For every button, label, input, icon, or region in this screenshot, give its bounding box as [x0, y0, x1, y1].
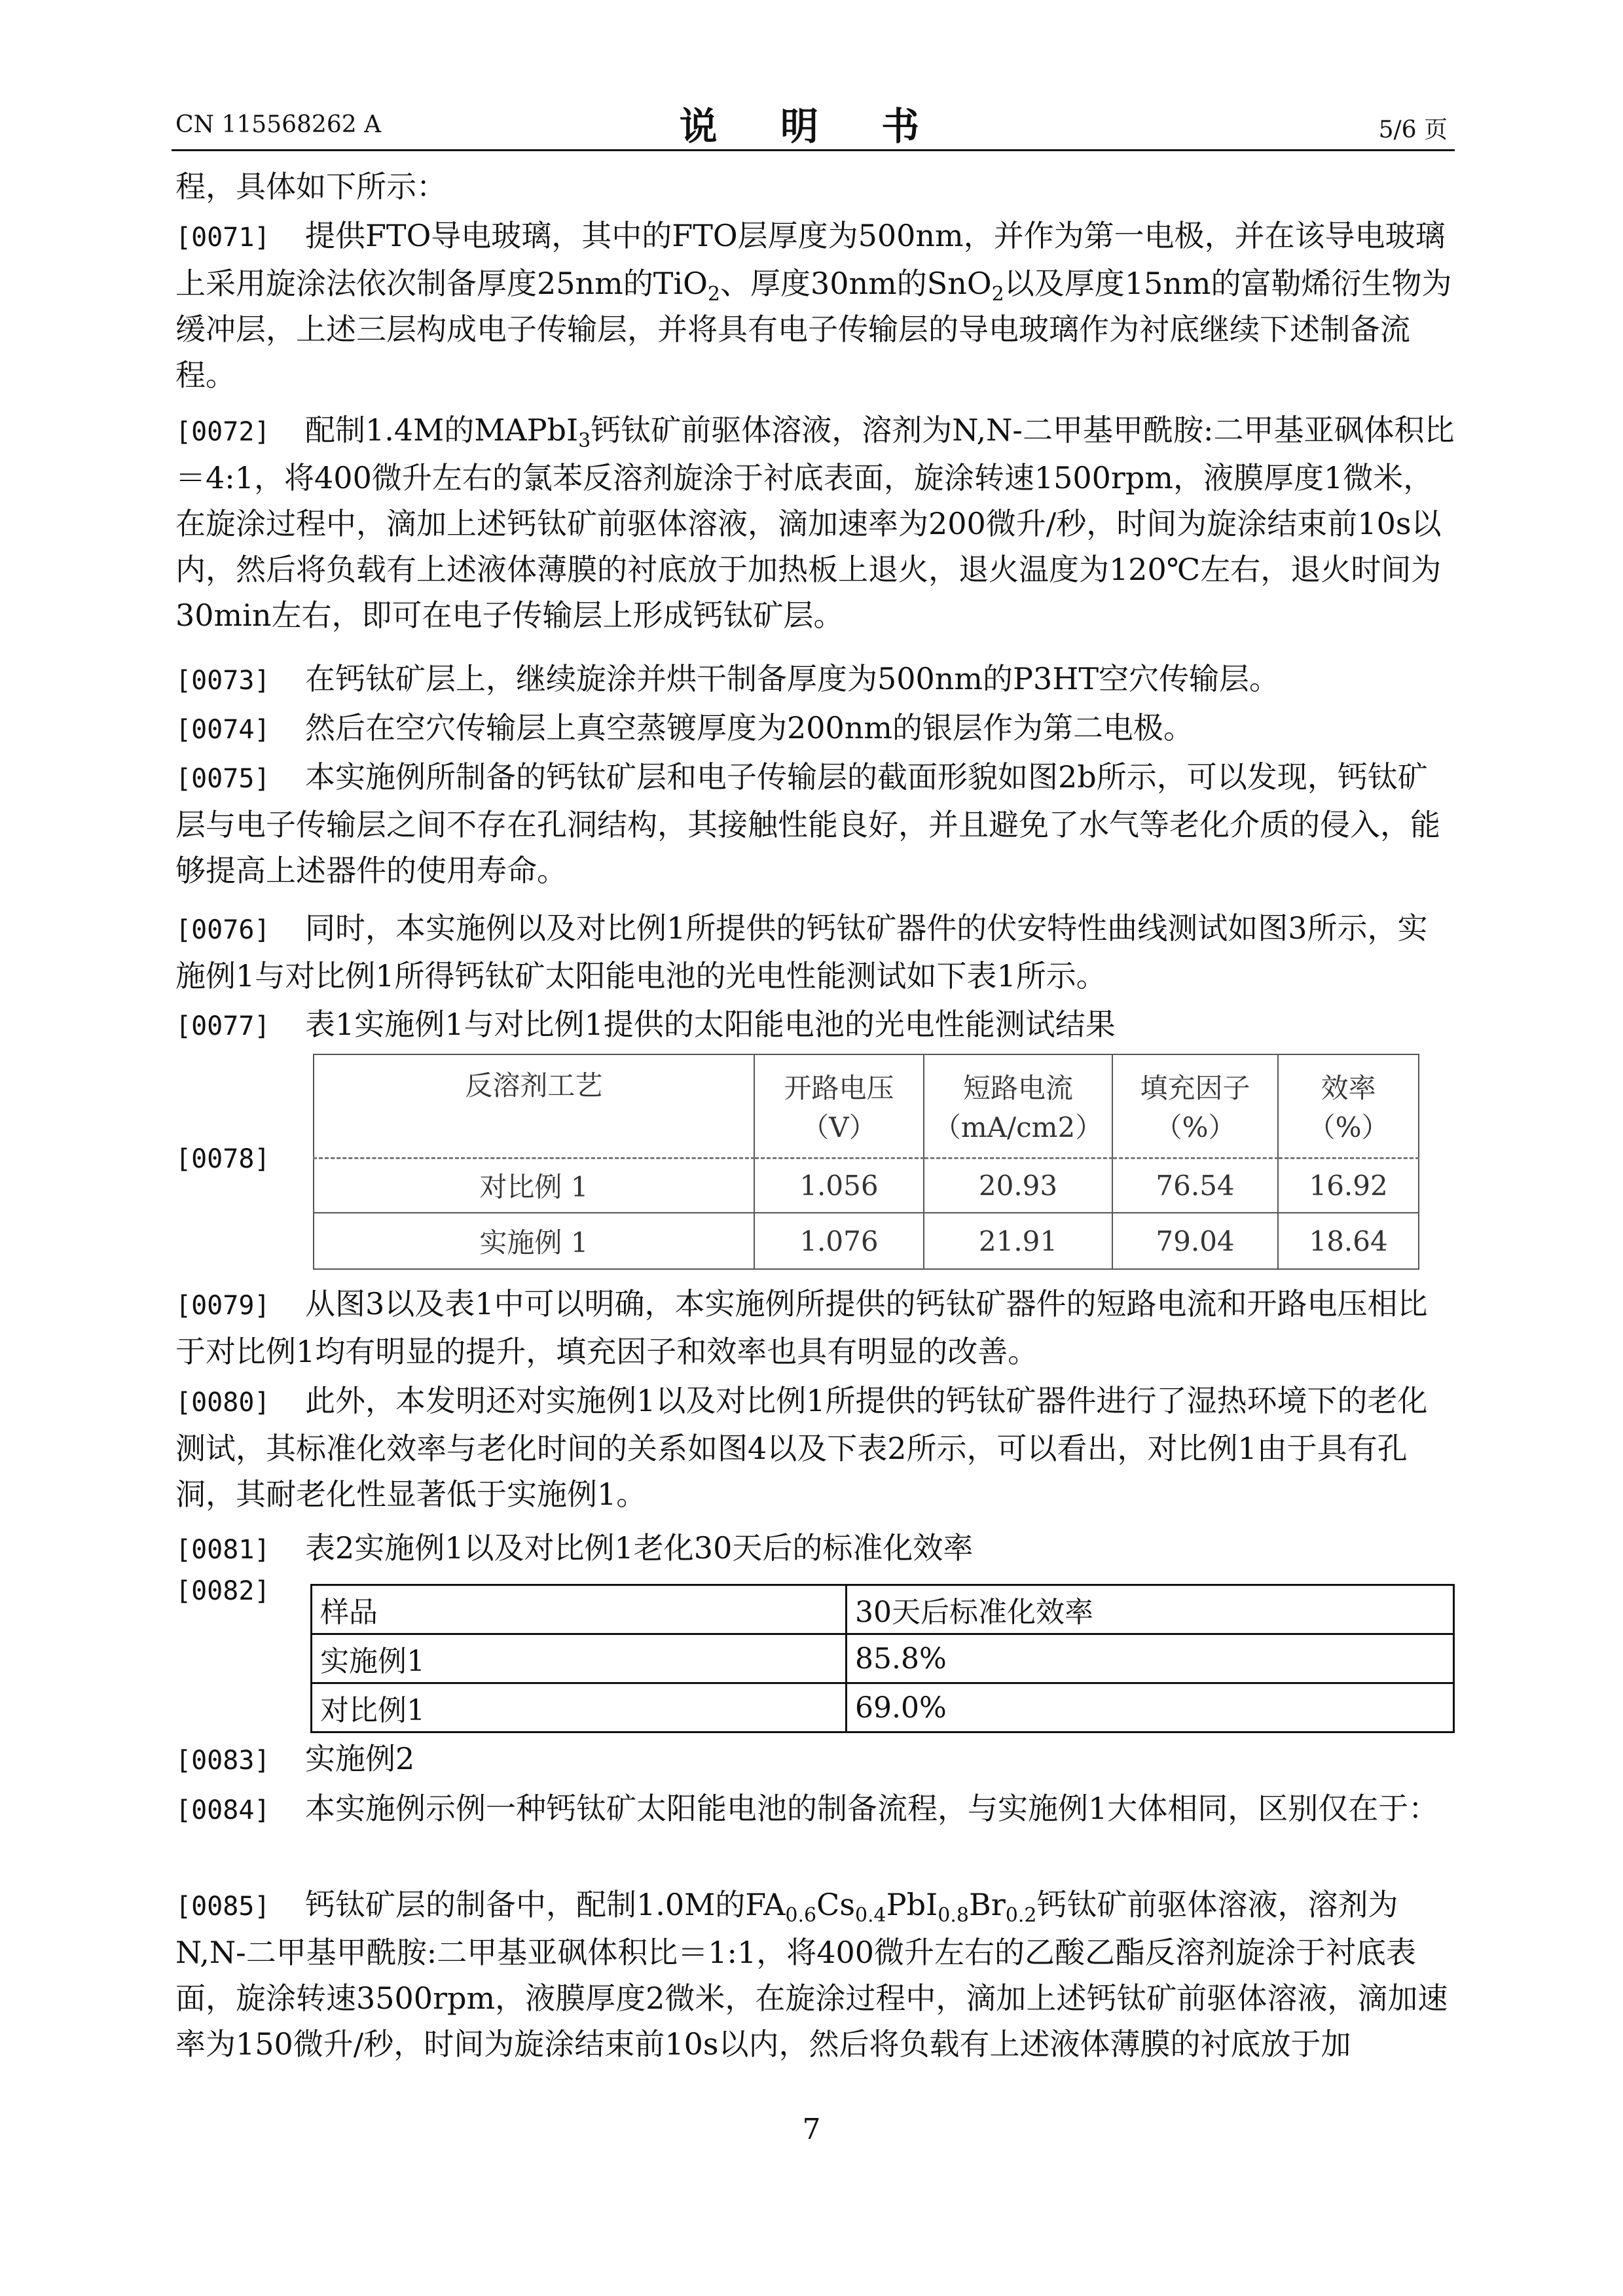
para-number: [0071]	[175, 223, 270, 253]
para-number: [0074]	[175, 715, 270, 745]
paragraph-0083: [0083] 实施例2	[175, 1736, 1455, 1784]
paragraph-0073: [0073] 在钙钛矿层上，继续旋涂并烘干制备厚度为500nm的P3HT空穴传输层。	[175, 656, 1455, 704]
para-number: [0072]	[175, 417, 270, 447]
para-number: [0084]	[175, 1795, 270, 1825]
table-cell: 79.04	[1112, 1213, 1278, 1269]
paragraph-0072: [0072] 配制1.4M的MAPbI$_3$钙钛矿前驱体溶液，溶剂为N,N-二甲基甲酰胺:二甲基亚砜体积比＝4:1，将400微升左右的氯苯反溶剂旋涂于衬底表面，旋涂转速1500rpm，液膜厚度1微米，在旋涂过程中，滴加上述钙钛矿前驱体溶液，滴加速率为200微升/秒，时间为旋涂结束前10s以内，然后将负载有上述液体薄膜的衬底放于加热板上退火，退火温度为120℃左右，退火时间为30min左右，即可在电子传输层上形成钙钛矿层。	[175, 407, 1455, 638]
paragraph-0071: [0071] 提供FTO导电玻璃，其中的FTO层厚度为500nm，并作为第一电极，并在该导电玻璃上采用旋涂法依次制备厚度25nm的TiO$_2$、厚度30nm的SnO$_2$以及厚度15nm的富勒烯衍生物为缓冲层，上述三层构成电子传输层，并将具有电子传输层的导电玻璃作为衬底继续下述制备流程。	[175, 213, 1455, 398]
table-header-cell: 效率 （%）	[1278, 1054, 1419, 1158]
para-number: [0079]	[175, 1291, 270, 1321]
para-number: [0085]	[175, 1892, 270, 1922]
header-title: 说 明 书	[679, 104, 945, 149]
para-number: [0076]	[175, 915, 270, 945]
table-header-cell: 反溶剂工艺	[314, 1054, 754, 1158]
table-cell: 69.0%	[847, 1683, 1454, 1732]
paragraph-0075: [0075] 本实施例所制备的钙钛矿层和电子传输层的截面形貌如图2b所示，可以发现，钙钛矿层与电子传输层之间不存在孔洞结构，其接触性能良好，并且避免了水气等老化介质的侵入，能够提高上述器件的使用寿命。	[175, 754, 1455, 893]
table-cell: 20.93	[924, 1158, 1112, 1213]
table-header-cell: 样品	[312, 1585, 847, 1634]
table-header-row	[312, 1585, 1454, 1634]
para-number-0082: [0082]	[175, 1576, 270, 1606]
paragraph-0080: [0080] 此外，本发明还对实施例1以及对比例1所提供的钙钛矿器件进行了湿热环境下的老化测试，其标准化效率与老化时间的关系如图4以及下表2所示，可以看出，对比例1由于具有孔洞，其耐老化性显著低于实施例1。	[175, 1378, 1455, 1517]
para-number: [0080]	[175, 1388, 270, 1418]
table-cell: 对比例1	[312, 1683, 847, 1732]
para-number-0078: [0078]	[175, 1144, 270, 1174]
table-cell: 76.54	[1112, 1158, 1278, 1213]
para-number: [0081]	[175, 1535, 270, 1565]
para-number: [0073]	[175, 666, 270, 696]
table-header-cell: 短路电流 （mA/cm2）	[924, 1054, 1112, 1158]
table-header-cell: 30天后标准化效率	[847, 1585, 1454, 1634]
table-cell: 1.076	[754, 1213, 924, 1269]
table-1	[313, 1054, 1419, 1270]
paragraph-0085: [0085] 钙钛矿层的制备中，配制1.0M的$FA_{0.6}Cs_{0.4}PbI_{0.8}Br_{0.2}$钙钛矿前驱体溶液，溶剂为N,N-二甲基甲酰胺:二甲基亚砜体积比＝1:1，将400微升左右的乙酸乙酯反溶剂旋涂于衬底表面，旋涂转速3500rpm，液膜厚度2微米，在旋涂过程中，滴加上述钙钛矿前驱体溶液，滴加速率为150微升/秒，时间为旋涂结束前10s以内，然后将负载有上述液体薄膜的衬底放于加	[175, 1882, 1455, 2067]
table-row	[314, 1213, 1419, 1269]
table-header-cell: 开路电压 （V）	[754, 1054, 924, 1158]
table-cell: 对比例 1	[314, 1158, 754, 1213]
para-number: [0077]	[175, 1011, 270, 1041]
table-cell: 18.64	[1278, 1213, 1419, 1269]
paragraph-0081: [0081] 表2实施例1以及对比例1老化30天后的标准化效率	[175, 1525, 1455, 1573]
paragraph-0079: [0079] 从图3以及表1中可以明确，本实施例所提供的钙钛矿器件的短路电流和开路电压相比于对比例1均有明显的提升，填充因子和效率也具有明显的改善。	[175, 1281, 1455, 1374]
paragraph-0084: [0084] 本实施例示例一种钙钛矿太阳能电池的制备流程，与实施例1大体相同，区别仅在于：	[175, 1785, 1455, 1833]
paragraph-0074: [0074] 然后在空穴传输层上真空蒸镀厚度为200nm的银层作为第二电极。	[175, 705, 1455, 753]
header-page: 5/6 页	[1378, 117, 1448, 143]
table-cell: 实施例 1	[314, 1213, 754, 1269]
table-row	[314, 1158, 1419, 1213]
para-number: [0075]	[175, 764, 270, 794]
page-number: 7	[802, 2113, 821, 2146]
table-header-row	[314, 1054, 1419, 1158]
table-cell: 实施例1	[312, 1634, 847, 1683]
table-cell: 1.056	[754, 1158, 924, 1213]
table-cell: 16.92	[1278, 1158, 1419, 1213]
header-patent-no: CN 115568262 A	[175, 111, 382, 138]
table-2	[310, 1584, 1455, 1733]
header-rule	[172, 149, 1455, 151]
table-header-cell: 填充因子 （%）	[1112, 1054, 1278, 1158]
paragraph-0077: [0077] 表1实施例1与对比例1提供的太阳能电池的光电性能测试结果	[175, 1001, 1455, 1049]
table-row	[312, 1683, 1454, 1732]
paragraph-continued: 程，具体如下所示：	[175, 169, 447, 204]
table-cell: 21.91	[924, 1213, 1112, 1269]
para-number: [0083]	[175, 1746, 270, 1776]
table-cell: 85.8%	[847, 1634, 1454, 1683]
table-row	[312, 1634, 1454, 1683]
paragraph-0076: [0076] 同时，本实施例以及对比例1所提供的钙钛矿器件的伏安特性曲线测试如图3所示，实施例1与对比例1所得钙钛矿太阳能电池的光电性能测试如下表1所示。	[175, 905, 1455, 999]
